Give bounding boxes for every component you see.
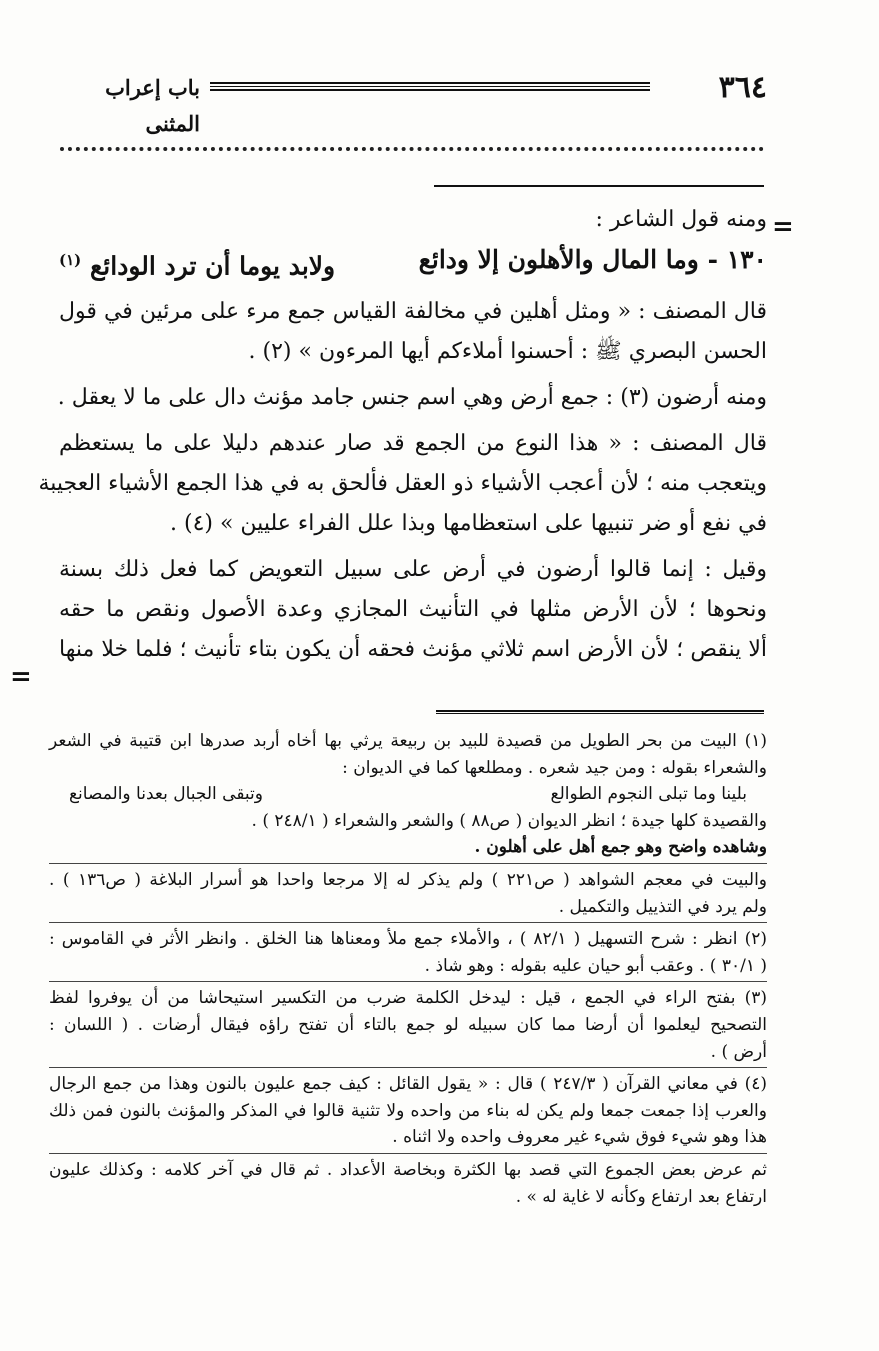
text-line-4: ومنه أرضون (٣) : جمع أرض وهي اسم جنس جامد مؤنث دال على ما لا يعقل . xyxy=(57,385,767,411)
footnote-divider xyxy=(49,1067,767,1068)
verse-footnote-ref: (١) xyxy=(59,251,82,269)
footnote-divider xyxy=(49,981,767,982)
footnote-line-3: والقصيدة كلها جيدة ؛ انظر الديوان ( ص٨٨ ) والشعر والشعراء ( ٢٤٨/١ ) . xyxy=(251,810,767,831)
footnote-divider xyxy=(49,1153,767,1154)
continued-mark: = xyxy=(10,662,32,692)
footnote-line-5: والبيت في معجم الشواهد ( ص٢٢١ ) ولم يذكر له إلا مرجعا واحدا هو أسرار البلاغة ( ص١٣٦ ) . xyxy=(49,869,767,890)
footnote-line-2: والشعراء بقوله : ومن جيد شعره . ومطلعها كما في الديوان : xyxy=(342,757,767,778)
footnote-line-1: (١) البيت من بحر الطويل من قصيدة للبيد بن ربيعة يرثي بها أخاه أربد صدرها ابن قتيبة في الشعر xyxy=(49,731,767,751)
footnote-line-7: (٢) انظر : شرح التسهيل ( ٨٢/١ ) ، والأملاء جمع ملأ ومعناها هنا الخلق . وانظر الأثر في القاموس : xyxy=(49,929,767,950)
verse-hemistich-2: ولابد يوما أن ترد الودائع xyxy=(90,251,336,281)
header-double-rule xyxy=(210,82,650,91)
text-line-2: قال المصنف : « ومثل أهلين في مخالفة القياس جمع مرء على مرئين في قول xyxy=(59,299,767,325)
footnote-line-6: ولم يرد في التذييل والتكميل . xyxy=(558,896,767,917)
text-line-5: قال المصنف : « هذا النوع من الجمع قد صار عندهم دليلا على ما يستعظم xyxy=(59,431,767,457)
main-text xyxy=(38,200,767,670)
text-line-8: وقيل : إنما قالوا أرضون في أرض على سبيل التعويض كما فعل ذلك بسنة xyxy=(59,557,767,583)
footnote-line-12: (٤) في معاني القرآن ( ٢٤٧/٣ ) قال : « يقول القائل : كيف جمع عليون بالنون وهذا من جمع الرجال xyxy=(49,1074,767,1095)
verse-second-half xyxy=(59,240,335,286)
dotted-separator xyxy=(60,147,764,151)
footnote-line-10: التصحيح ليعلموا أن أرضا مما كان سبيله لو جمع بالتاء أن تفتح راؤه فيقال أرضات . ( اللسان : xyxy=(49,1014,767,1035)
footnote-verse-hemistich-1: بلينا وما تبلى النجوم الطوالع xyxy=(550,784,747,805)
verse-hemistich-1: وما المال والأهلون إلا ودائع xyxy=(418,245,699,274)
verse-first-half xyxy=(419,240,767,286)
verse-number: ١٣٠ - xyxy=(707,245,767,274)
footnote-line-15: ثم عرض بعض الجموع التي قصد بها الكثرة وبخاصة الأعداد . ثم قال في آخر كلامه : وكذلك عليون xyxy=(49,1159,767,1180)
running-title: باب إعراب المثنى xyxy=(105,75,200,136)
footnote-line-14: هذا وهو شيء فوق شيء غير معروف واحده ولا اثناه . xyxy=(392,1127,767,1148)
text-line-7: في نفع أو ضر تنبيها على استعظامها وبذا علل الفراء عليين » (٤) . xyxy=(170,511,767,537)
continuation-mark: = xyxy=(772,212,794,242)
verse-130 xyxy=(59,240,767,286)
footnote-line-16: ارتفاع بعد ارتفاع وكأنه لا غاية له » . xyxy=(515,1186,767,1207)
footnote-line-8: ( ٣٠/١ ) . وعقب أبو حيان عليه بقوله : وهو شاذ . xyxy=(424,955,767,976)
footnote-verse-hemistich-2: وتبقى الجبال بعدنا والمصانع xyxy=(69,784,263,805)
footnote-line-11: أرض ) . xyxy=(710,1041,767,1062)
footnote-verse xyxy=(49,781,767,808)
footnote-divider xyxy=(49,922,767,923)
footnote-line-13: والعرب إذا جمعت جمعا ولم يكن له بناء من واحده ولا تثنية قالوا في المذكر والمؤنث بالنون فمن ذلك xyxy=(49,1100,767,1121)
text-line-3: الحسن البصري ﷺ : أحسنوا أملاءكم أيها المرءون » (٢) . xyxy=(248,339,767,365)
page-number: ٣٦٤ xyxy=(718,70,767,105)
footnote-line-4: وشاهده واضح وهو جمع أهل على أهلون . xyxy=(474,837,767,858)
footnotes xyxy=(49,728,767,1210)
text-line-6: ويتعجب منه ؛ لأن أعجب الأشياء ذو العقل فألحق به في هذا الجمع الأشياء العجيبة xyxy=(38,471,767,497)
text-line-9: ونحوها ؛ لأن الأرض مثلها في التأنيث المجازي وعدة الأصول ونقص ما حقه xyxy=(59,597,767,623)
section-rule xyxy=(434,185,764,187)
text-line-intro: ومنه قول الشاعر : xyxy=(595,207,767,232)
footnote-rule xyxy=(436,710,764,714)
footnote-line-9: (٣) بفتح الراء في الجمع ، قيل : ليدخل الكلمة ضرب من التكسير استيحاشا من أن يوفروا لفظ xyxy=(49,988,767,1009)
text-line-10: ألا ينقص ؛ لأن الأرض اسم ثلاثي مؤنث فحقه أن يكون بتاء تأنيث ؛ فلما خلا منها xyxy=(59,637,767,663)
footnote-divider xyxy=(49,863,767,864)
